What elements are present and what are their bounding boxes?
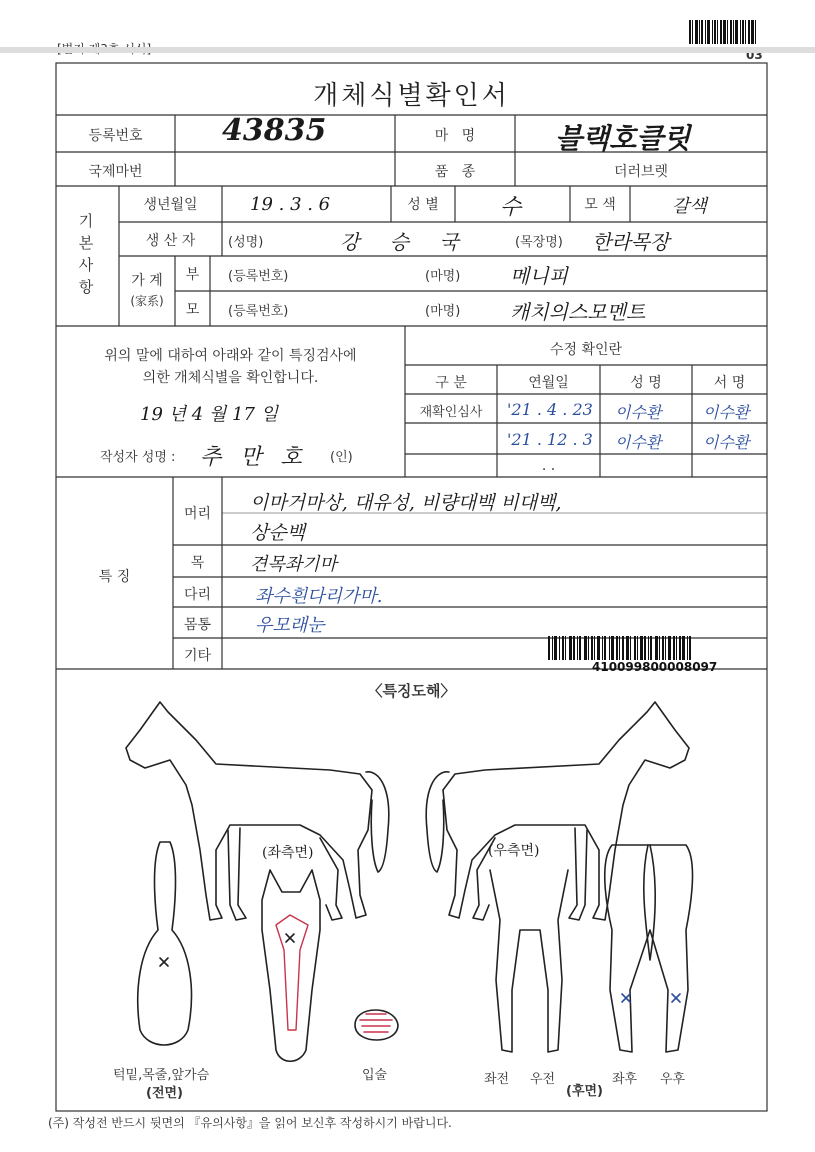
- head-front-marking: [276, 915, 308, 1030]
- sex-value: 수: [500, 195, 522, 220]
- left-side-label: (좌측면): [262, 845, 314, 861]
- sire-name-hint: (마명): [425, 269, 461, 284]
- sire-label: 부: [185, 267, 200, 283]
- breed-value: 더러브렛: [613, 164, 669, 180]
- dam-label: 모: [185, 302, 200, 318]
- right-side-label: (우측면): [488, 843, 540, 859]
- birth-label: 생년월일: [143, 197, 198, 213]
- revision-row-1-date: '21 . 4 . 23: [507, 400, 593, 419]
- right-fore-label: 우전: [530, 1072, 556, 1087]
- legs-value: 좌수흰다리가마.: [255, 586, 383, 607]
- rear-label: (후면): [566, 1084, 603, 1099]
- head-value-2: 상순백: [250, 522, 306, 544]
- neck-value: 견목좌기마: [250, 554, 337, 575]
- pedigree-label: 가 계: [131, 273, 163, 289]
- horse-name-label: 마 명: [434, 128, 476, 144]
- revision-row-3-date: . .: [541, 458, 556, 474]
- sex-label: 성 별: [407, 197, 439, 213]
- revision-row-2-date: '21 . 12 . 3: [507, 430, 593, 449]
- issue-date: 19 년 4 월 17 일: [140, 404, 279, 425]
- body-value: 우모래눈: [255, 615, 325, 636]
- coat-label: 모 색: [584, 197, 616, 213]
- right-side-horse-outline: [443, 702, 689, 920]
- birth-value: 19 . 3 . 6: [250, 194, 331, 215]
- revision-row-1-type: 재확인심사: [419, 405, 483, 420]
- sire-name-value: 메니피: [510, 264, 568, 288]
- front-legs-outline: [490, 870, 568, 1052]
- form-number: [별지 제3호 서식]: [57, 42, 152, 56]
- lips-marking: [360, 1014, 392, 1032]
- features-barcode-number: 410099800008097: [592, 660, 718, 674]
- head-front-outline: [262, 870, 320, 1061]
- other-label: 기타: [183, 648, 212, 664]
- basic-section-label: 기본사항: [78, 212, 94, 296]
- head-front-cross: [286, 934, 294, 942]
- revision-header-name: 성 명: [630, 375, 662, 391]
- statement-line-2: 의한 개체식별을 확인합니다.: [142, 370, 319, 386]
- seal-mark: (인): [330, 450, 353, 465]
- sire-reg-hint: (등록번호): [228, 269, 289, 284]
- breeder-label: 생 산 자: [145, 233, 196, 249]
- head-label: 머리: [183, 506, 212, 522]
- front-label: (전면): [146, 1086, 183, 1101]
- dam-reg-hint: (등록번호): [228, 304, 289, 319]
- breeder-name-hint: (성명): [228, 235, 264, 250]
- legs-label: 다리: [183, 587, 212, 603]
- revision-header-date: 연월일: [528, 375, 569, 391]
- revision-header-sign: 서 명: [713, 375, 746, 391]
- pedigree-hanja: (家系): [130, 294, 164, 308]
- body-label: 몸통: [183, 617, 212, 633]
- front-view-cross: [160, 958, 168, 966]
- revision-header-type: 구 분: [435, 375, 467, 391]
- horse-name-value: 블랙호클릿: [555, 122, 691, 155]
- dam-name-hint: (마명): [425, 304, 461, 319]
- intl-no-label: 국제마번: [88, 164, 143, 180]
- page-code: 03: [746, 48, 763, 62]
- coat-value: 갈색: [672, 196, 707, 217]
- document-title: 개체식별확인서: [313, 81, 510, 111]
- footer-note: (주) 작성전 반드시 뒷면의 『유의사항』을 읽어 보신후 작성하시기 바랍니다.: [48, 1116, 452, 1130]
- left-hind-label: 좌후: [612, 1072, 638, 1087]
- dam-name-value: 캐치의스모멘트: [510, 300, 646, 324]
- author-label: 작성자 성명 :: [100, 450, 176, 465]
- statement-line-1: 위의 말에 대하여 아래와 같이 특징검사에: [104, 348, 357, 364]
- farm-value: 한라목장: [592, 230, 670, 254]
- reg-no-label: 등록번호: [88, 128, 143, 144]
- revision-row-2-name: 이수환: [615, 433, 662, 452]
- lips-label: 입술: [362, 1068, 388, 1083]
- revision-row-1-name: 이수환: [615, 403, 662, 422]
- breeder-name-value: 강 승 국: [340, 230, 471, 254]
- left-side-horse-outline: [126, 702, 372, 920]
- reg-no-value: 43835: [222, 113, 327, 148]
- revision-row-2-sign: 이수환: [703, 433, 750, 452]
- front-view-outline: [138, 842, 192, 1045]
- left-fore-label: 좌전: [484, 1072, 510, 1087]
- author-value: 추 만 호: [200, 445, 308, 470]
- front-caption: 턱밑,목줄,앞가슴: [113, 1068, 210, 1083]
- revision-title: 수정 확인란: [549, 342, 623, 358]
- diagram-title: 〈특징도해〉: [367, 682, 456, 700]
- farm-hint: (목장명): [515, 235, 563, 250]
- neck-label: 목: [190, 555, 205, 571]
- head-value-1: 이마거마상, 대유성, 비량대백 비대백,: [250, 492, 562, 514]
- right-hind-label: 우후: [660, 1072, 686, 1087]
- features-section-label: 특 징: [98, 569, 131, 585]
- breed-label: 품 종: [434, 164, 476, 180]
- revision-row-1-sign: 이수환: [703, 403, 750, 422]
